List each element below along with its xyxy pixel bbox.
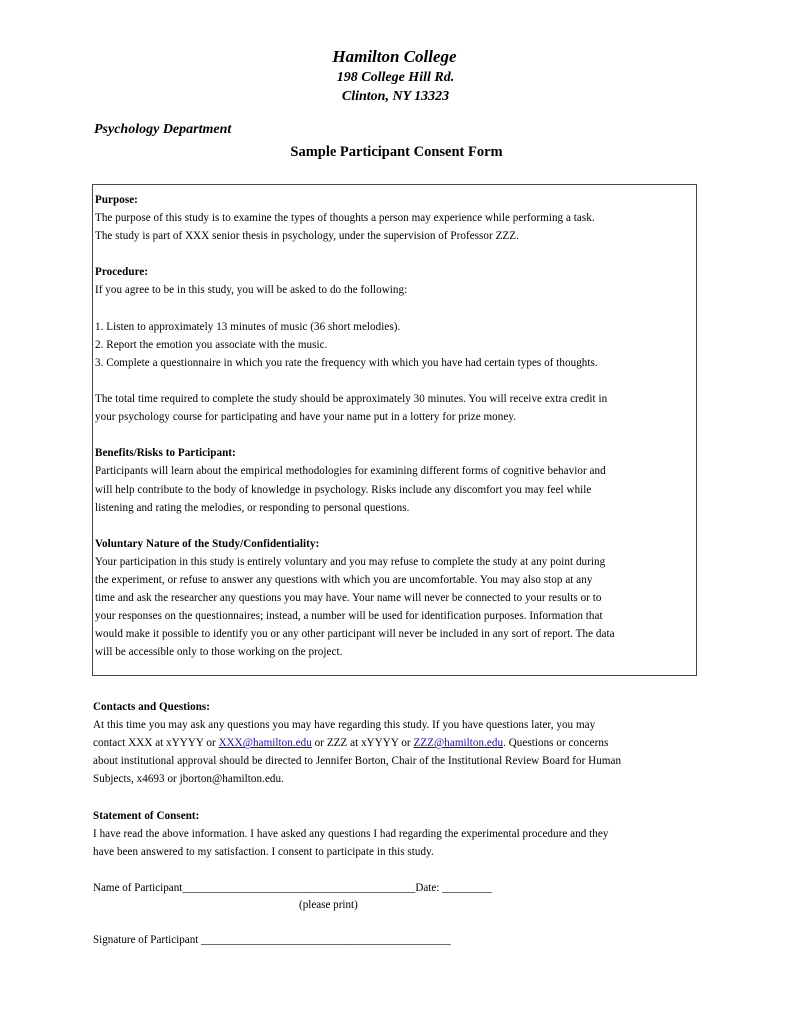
benefits-line: Participants will learn about the empirical methodologies for examining different forms of cognitive behavior and bbox=[95, 465, 606, 478]
address-street: 198 College Hill Rd. bbox=[336, 70, 455, 85]
participant-signature-row bbox=[93, 931, 451, 949]
contacts-text: or ZZZ at xYYYY or bbox=[311, 737, 414, 750]
college-header bbox=[0, 46, 791, 106]
college-name: Hamilton College bbox=[332, 47, 457, 66]
contacts-line-emails bbox=[93, 734, 713, 752]
email-link-xxx[interactable]: XXX@hamilton.edu bbox=[218, 737, 312, 750]
contacts-line: At this time you may ask any questions you may have regarding this study. If you have questions later, you may bbox=[93, 719, 596, 732]
date-label: Date: bbox=[415, 882, 443, 894]
signature-blank[interactable]: _____________________________________________ bbox=[201, 934, 451, 946]
consent-line: have been answered to my satisfaction. I consent to participate in this study. bbox=[93, 845, 434, 858]
benefits-line: listening and rating the melodies, or responding to personal questions. bbox=[95, 501, 410, 514]
email-link-zzz[interactable]: ZZZ@hamilton.edu bbox=[413, 737, 504, 750]
address-city: Clinton, NY 13323 bbox=[341, 89, 450, 104]
procedure-step: 2. Report the emotion you associate with the music. bbox=[95, 338, 328, 351]
please-print-note: (please print) bbox=[299, 899, 358, 911]
purpose-heading: Purpose: bbox=[95, 194, 138, 206]
voluntary-line: the experiment, or refuse to answer any questions with which you are uncomfortable. You may also stop at any bbox=[95, 573, 593, 586]
procedure-time-line: The total time required to complete the study should be approximately 30 minutes. You will receive extra credit in bbox=[95, 393, 608, 406]
procedure-step: 1. Listen to approximately 13 minutes of music (36 short melodies). bbox=[95, 320, 401, 333]
procedure-intro: If you agree to be in this study, you will be asked to do the following: bbox=[95, 284, 408, 297]
name-label: Name of Participant bbox=[93, 882, 183, 894]
name-blank[interactable]: __________________________________________ bbox=[182, 882, 416, 894]
benefits-line: will help contribute to the body of knowledge in psychology. Risks include any discomfort you may feel while bbox=[95, 483, 592, 496]
study-info-box bbox=[92, 184, 697, 676]
purpose-line: The study is part of XXX senior thesis in psychology, under the supervision of Professor ZZZ. bbox=[95, 230, 519, 243]
consent-line: I have read the above information. I have asked any questions I had regarding the experimental procedure and they bbox=[93, 827, 609, 840]
procedure-heading: Procedure: bbox=[95, 266, 149, 279]
voluntary-line: would make it possible to identify you or any other participant will never be included in any sort of report. The data bbox=[95, 628, 615, 641]
voluntary-heading: Voluntary Nature of the Study/Confidentiality: bbox=[95, 537, 320, 550]
contacts-line: about institutional approval should be directed to Jennifer Borton, Chair of the Institutional Review Board for Human bbox=[93, 755, 622, 768]
contacts-heading: Contacts and Questions: bbox=[93, 701, 211, 713]
form-title: Sample Participant Consent Form bbox=[290, 144, 503, 160]
consent-heading: Statement of Consent: bbox=[93, 809, 200, 822]
benefits-heading: Benefits/Risks to Participant: bbox=[95, 447, 236, 460]
contacts-text: . Questions or concerns bbox=[503, 737, 609, 750]
voluntary-line: time and ask the researcher any questions you may have. Your name will never be connected to your results or to bbox=[95, 592, 602, 605]
voluntary-line: will be accessible only to those working on the project. bbox=[95, 646, 343, 659]
purpose-line: The purpose of this study is to examine the types of thoughts a person may experience while performing a task. bbox=[95, 212, 595, 225]
department-name: Psychology Department bbox=[94, 122, 232, 137]
contacts-text: contact XXX at xYYYY or bbox=[93, 737, 219, 750]
voluntary-line: your responses on the questionnaires; instead, a number will be used for identification purposes. Information that bbox=[95, 610, 603, 623]
contacts-line: Subjects, x4693 or jborton@hamilton.edu. bbox=[93, 773, 284, 786]
procedure-step: 3. Complete a questionnaire in which you rate the frequency with which you have had certain types of thoughts. bbox=[95, 356, 598, 369]
participant-name-row bbox=[93, 879, 492, 897]
signature-label: Signature of Participant bbox=[93, 934, 202, 946]
date-blank[interactable]: _________ bbox=[442, 882, 493, 894]
voluntary-line: Your participation in this study is entirely voluntary and you may refuse to complete the study at any point during bbox=[95, 555, 606, 568]
procedure-time-line: your psychology course for participating and have your name put in a lottery for prize money. bbox=[95, 411, 517, 424]
contacts-consent-section bbox=[93, 698, 713, 861]
